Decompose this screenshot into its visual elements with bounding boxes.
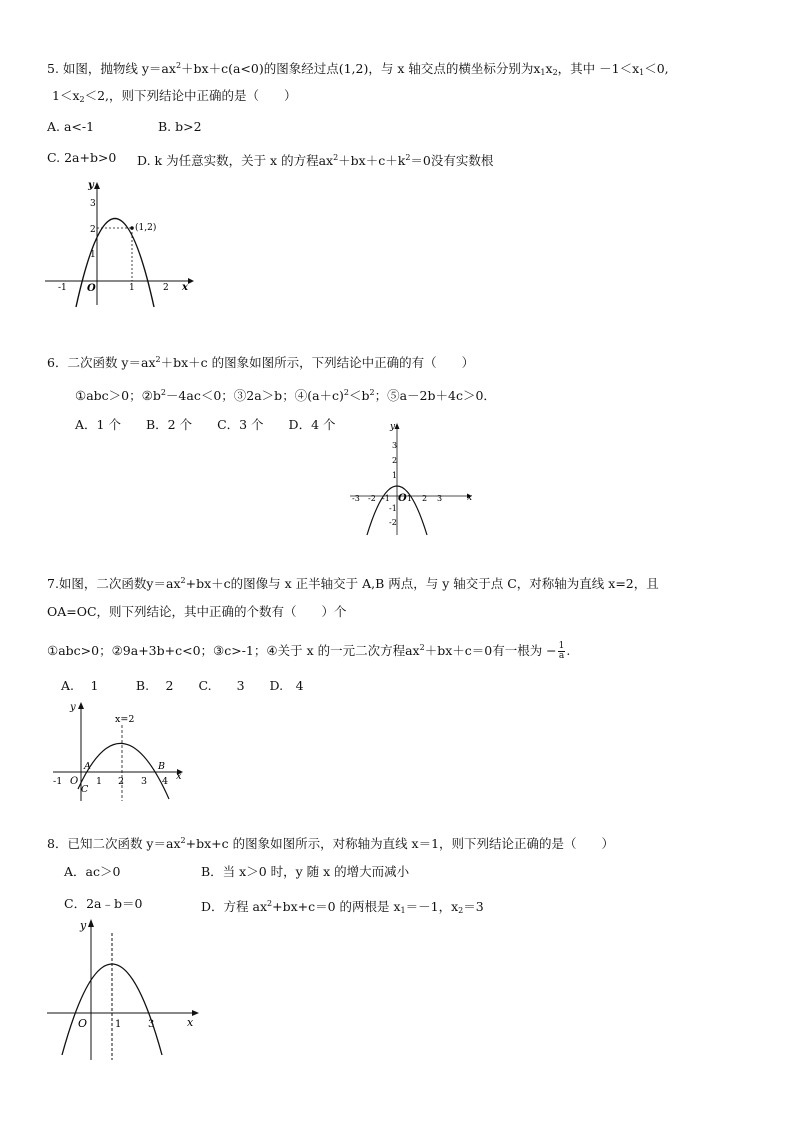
q6-options: A．1 个 B．2 个 C．3 个 D．4 个 [75, 417, 336, 432]
q8-option-c: C．2a﹣b＝0 [64, 896, 143, 911]
q6-stem-line2: ①abc＞0；$②b^2-4ac<0$；③2a＞b；$④(a+c)^2<b^2$；⑤a－2b＋4c＞0． [75, 388, 496, 404]
q7-graph [45, 697, 195, 807]
q5-tick-x2: 2 [163, 283, 169, 293]
q7-x-label: x [176, 771, 182, 782]
q6-x-tick-label: 2 [422, 494, 428, 503]
q6-x-tick-label: -3 [352, 494, 360, 503]
q5-option-c: C. 2a+b>0 [47, 150, 117, 165]
q5-tick-y2: 2 [90, 225, 96, 235]
q8-tick-1: 1 [115, 1019, 122, 1030]
q5-y-label: y [88, 180, 94, 191]
q6-y-tick-label: 1 [392, 471, 398, 480]
q6-x-tick-label: 1 [407, 494, 413, 503]
q5-tick-x1: 1 [129, 283, 135, 293]
q5-tick-y1: 1 [90, 250, 96, 260]
q5-option-b: B. b>2 [158, 119, 202, 134]
q5-y-arrow [94, 182, 100, 189]
q8-stem: 8．已知二次函数 $y=ax^2+bx+c$ 的图象如图所示，对称轴为直线 x＝1，则下列结论正确的是（ ） [47, 836, 615, 852]
q6-x-tick-label: -1 [382, 494, 390, 503]
q5-point-label: (1,2) [135, 223, 157, 233]
q7-y-label: y [70, 702, 76, 713]
q5-tick-neg1: -1 [58, 283, 67, 293]
q7-point-b: B [158, 761, 165, 772]
q6-y-tick-label: -1 [389, 504, 397, 513]
q7-tick-1: 1 [96, 776, 103, 787]
q5-tick-y3: 3 [90, 199, 96, 209]
q6-y-label: y [390, 422, 396, 432]
q8-y-arrow [88, 919, 94, 927]
q8-x-label: x [187, 1016, 194, 1029]
q6-y-tick-label: -2 [389, 518, 397, 527]
q5-point [130, 226, 134, 230]
q7-tick-4: 4 [162, 776, 169, 787]
q8-option-d: D．方程 $ax^2+bx+c=0$ 的两根是 $x_1=-1$，$x_2=3$ [201, 899, 484, 916]
q5-x-arrow [188, 278, 194, 284]
q7-y-arrow [78, 702, 84, 709]
q6-y-arrow [395, 423, 400, 429]
q6-graph [345, 417, 475, 537]
q7-stem-line1: 7.如图，二次函数$y=ax^2+bx+c$的图像与 x 正半轴交于 A,B 两点，与 y 轴交于点 C，对称轴为直线 x=2，且 [47, 576, 659, 592]
q8-y-label: y [80, 919, 87, 932]
q5-x-label: x [182, 282, 188, 293]
q7-axis-label: x=2 [115, 714, 135, 725]
q7-tick-2: 2 [118, 776, 125, 787]
q6-y-tick-label: 3 [392, 441, 398, 450]
q7-point-c: C [81, 784, 89, 795]
q7-point-a: A [84, 761, 91, 772]
q5-origin-label: O [87, 283, 96, 294]
q5-stem-line2: $1<x_2<2$,，则下列结论中正确的是（ ） [52, 88, 297, 104]
q7-tick-neg1: -1 [53, 776, 63, 787]
q6-x-tick-label: 3 [437, 494, 443, 503]
q7-tick-3: 3 [141, 776, 148, 787]
q5-stem-line1: 5. 如图，抛物线 $y=ax^2+bx+c(a<0)$的图象经过点(1,2)，与 x 轴交点的横坐标分别为$x_1x_2$，其中 $-1<x_1<0$, [47, 61, 669, 78]
q6-x-tick-label: -2 [368, 494, 376, 503]
q6-stem-line1: 6．二次函数 $y=ax^2+bx+c$ 的图象如图所示，下列结论中正确的有（ ） [47, 355, 475, 371]
q8-origin-label: O [78, 1017, 88, 1030]
q8-option-a: A．ac＞0 [64, 864, 121, 879]
q7-stem-line3: ①abc>0；②9a+3b+c<0；③c>-1；④关于 x 的一元二次方程$ax^2+bx+c=0$有一根为 − $\frac{1}{a}$ . [47, 641, 571, 662]
q5-option-d: D. k 为任意实数，关于 x 的方程$ax^2+bx+c+k^2=0$没有实数根 [137, 153, 494, 169]
q7-stem-line2: OA=OC，则下列结论，其中正确的个数有（ ）个 [47, 604, 347, 619]
q7-options: A. 1 B. 2 C. 3 D. 4 [61, 678, 304, 693]
q8-option-b: B．当 x＞0 时，y 随 x 的增大而减小 [201, 864, 410, 879]
q7-origin-label: O [70, 776, 79, 787]
q5-graph [40, 175, 200, 310]
q8-graph [42, 915, 207, 1065]
q6-y-ticks [389, 441, 397, 527]
q8-tick-3: 3 [148, 1019, 155, 1030]
q5-option-a: A. a<-1 [47, 119, 95, 134]
q7-parabola [78, 743, 169, 799]
q6-x-label: x [467, 493, 473, 503]
q7-fraction: $\frac{1}{a}$ [558, 641, 565, 662]
q6-y-tick-label: 2 [392, 456, 398, 465]
q6-origin-label: O [398, 493, 407, 504]
